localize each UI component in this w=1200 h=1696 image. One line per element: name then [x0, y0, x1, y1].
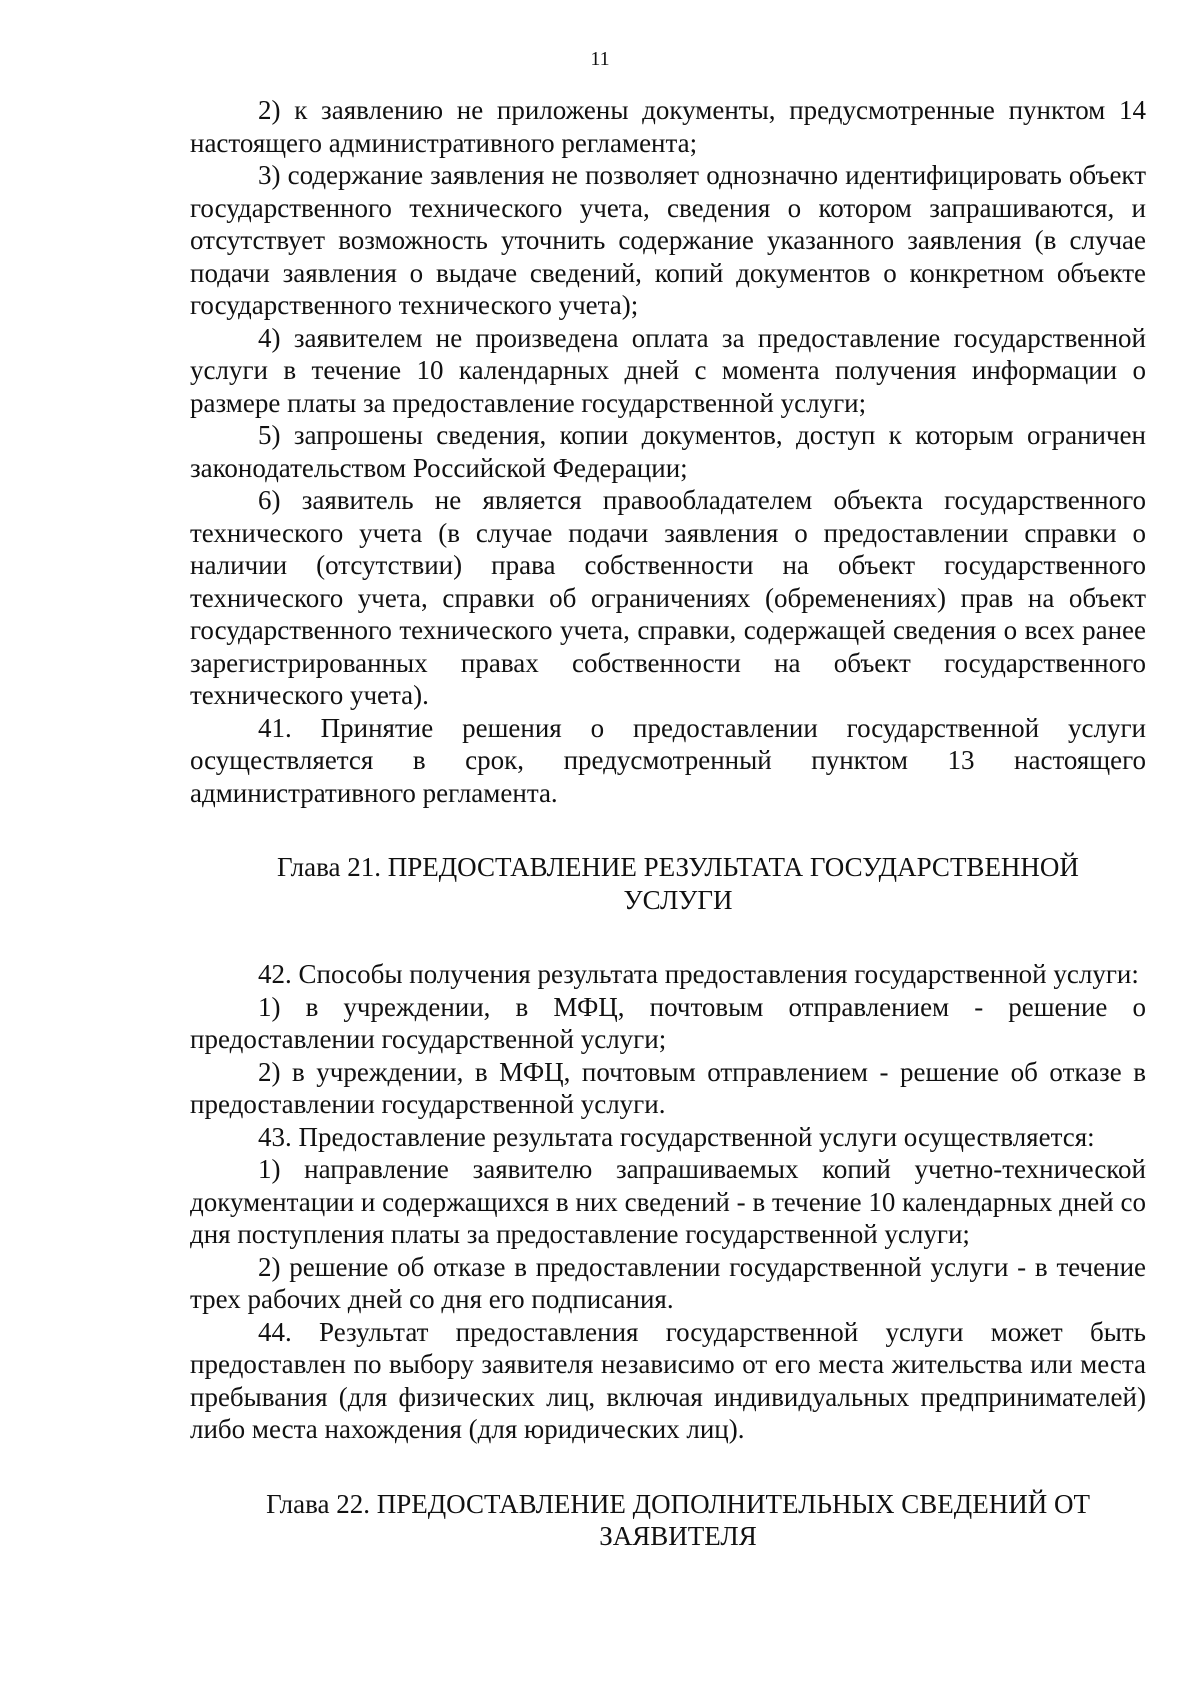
chapter-21-heading-line-1: Глава 21. ПРЕДОСТАВЛЕНИЕ РЕЗУЛЬТАТА ГОСУДАРСТВЕННОЙ: [277, 852, 1079, 882]
paragraph-section-41: 41. Принятие решения о предоставлении государственной услуги осуществляется в срок, предусмотренный пунктом 13 настоящего административного регламента.: [190, 712, 1146, 808]
paragraph-42-item-2: 2) в учреждении, в МФЦ, почтовым отправлением - решение об отказе в предоставлении государственной услуги.: [190, 1056, 1146, 1119]
chapter-21-heading: [190, 851, 1146, 916]
document-body: [190, 94, 1146, 1553]
chapter-22-heading: [190, 1488, 1146, 1553]
chapter-22-heading-line-2: ЗАЯВИТЕЛЯ: [599, 1521, 757, 1551]
paragraph-item-2: 2) к заявлению не приложены документы, предусмотренные пунктом 14 настоящего административного регламента;: [190, 95, 1146, 158]
paragraph-section-44: 44. Результат предоставления государственной услуги может быть предоставлен по выбору заявителя независимо от его места жительства или места пребывания (для физических лиц, включая индивидуальных предпринимателей) либо места нахождения (для юридических лиц).: [190, 1316, 1146, 1444]
paragraph-43-item-2: 2) решение об отказе в предоставлении государственной услуги - в течение трех рабочих дней со дня его подписания.: [190, 1251, 1146, 1314]
paragraph-42-item-1: 1) в учреждении, в МФЦ, почтовым отправлением - решение о предоставлении государственной услуги;: [190, 991, 1146, 1054]
chapter-21-heading-line-2: УСЛУГИ: [623, 884, 733, 915]
paragraph-item-4: 4) заявителем не произведена оплата за предоставление государственной услуги в течение 10 календарных дней с момента получения информации о размере платы за предоставление государственной услуги;: [190, 322, 1146, 418]
paragraph-section-42: 42. Способы получения результата предоставления государственной услуги:: [258, 959, 1139, 989]
page-number: 11: [590, 48, 610, 70]
paragraph-item-6: 6) заявитель не является правообладателем объекта государственного технического учета (в случае подачи заявления о предоставлении справки о наличии (отсутствии) права собственности на объект государственного технического учета, справки об ограничениях (обременениях) прав на объект государственного технического учета, справки, содержащей сведения о всех ранее зарегистрированных правах собственности на объект государственного технического учета).: [190, 485, 1146, 710]
chapter-22-heading-line-1: Глава 22. ПРЕДОСТАВЛЕНИЕ ДОПОЛНИТЕЛЬНЫХ СВЕДЕНИЙ ОТ: [266, 1488, 1090, 1519]
paragraph-item-5: 5) запрошены сведения, копии документов, доступ к которым ограничен законодательством Российской Федерации;: [190, 420, 1146, 483]
paragraph-item-3: 3) содержание заявления не позволяет однозначно идентифицировать объект государственного технического учета, сведения о котором запрашиваются, и отсутствует возможность уточнить содержание указанного заявления (в случае подачи заявления о выдаче сведений, копий документов о конкретном объекте государственного технического учета);: [190, 160, 1146, 320]
paragraph-43-item-1: 1) направление заявителю запрашиваемых копий учетно-технической документации и содержащихся в них сведений - в течение 10 календарных дней со дня поступления платы за предоставление государственной услуги;: [190, 1154, 1146, 1249]
paragraph-section-43: 43. Предоставление результата государственной услуги осуществляется:: [258, 1121, 1095, 1152]
